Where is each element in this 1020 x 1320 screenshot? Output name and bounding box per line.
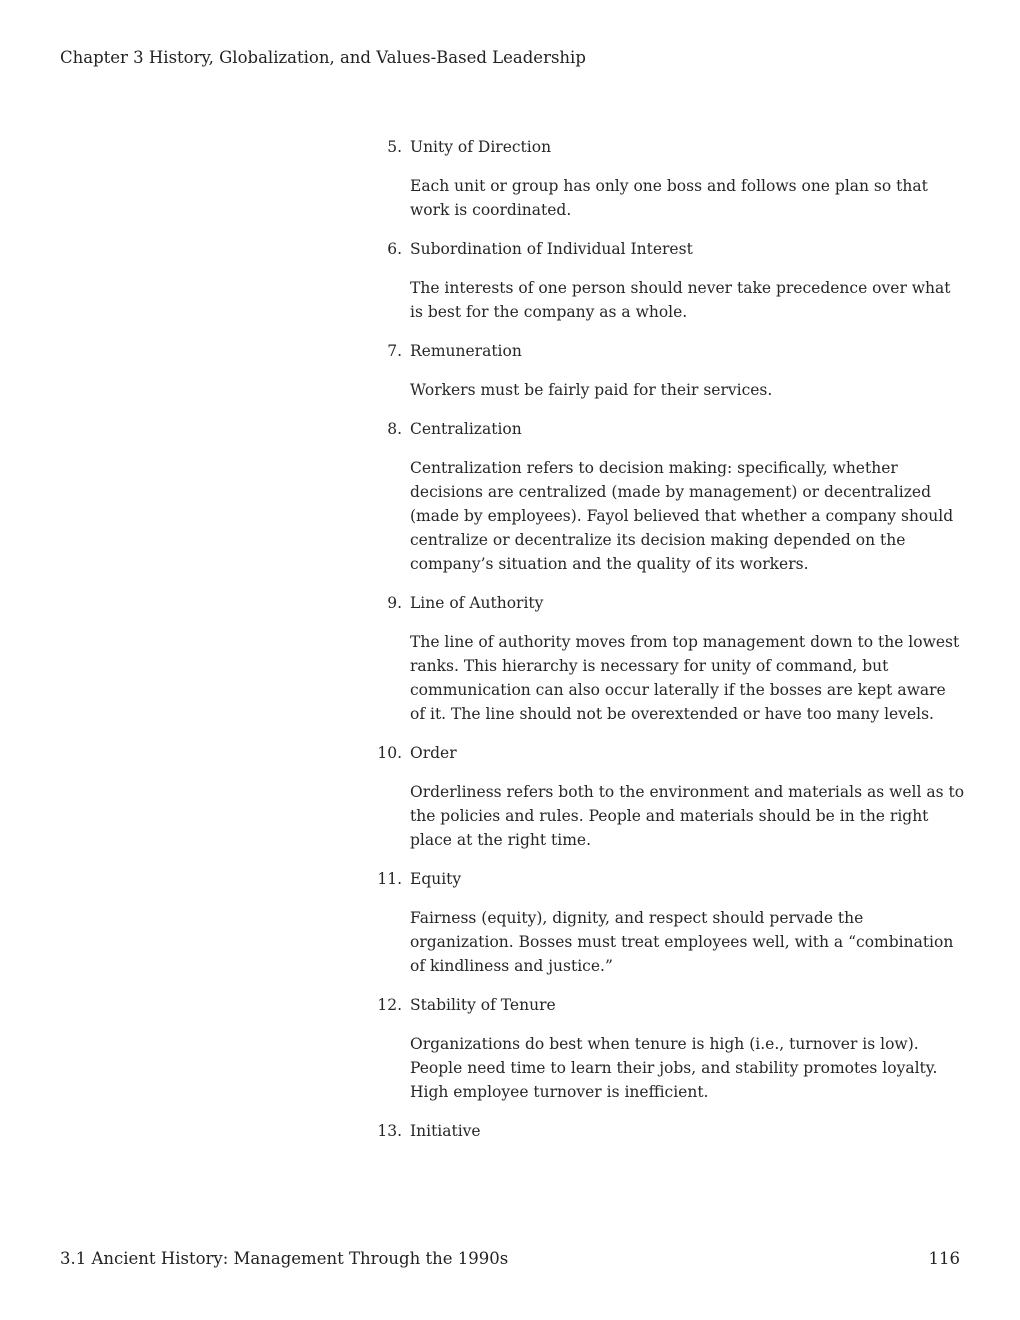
item-number: 11. [377,870,402,888]
item-title: Stability of Tenure [410,996,556,1014]
item-number: 7. [387,342,402,360]
list-item [377,993,965,1104]
item-description: Orderliness refers both to the environment and materials as well as to the policies and rules. People and materials should be in the right place at the right time. [410,783,965,849]
list-item [387,135,965,222]
list-item [377,867,965,978]
list-item [377,1119,965,1143]
item-description: The interests of one person should never take precedence over what is best for the company as a whole. [410,279,951,321]
item-number: 8. [387,420,402,438]
list-item [387,339,965,402]
item-number: 12. [377,996,402,1014]
item-title: Remuneration [410,342,522,360]
item-title: Equity [410,870,462,888]
item-description: Each unit or group has only one boss and follows one plan so that work is coordinated. [410,177,928,219]
item-title: Subordination of Individual Interest [410,240,693,258]
list-item [387,591,965,726]
item-number: 13. [377,1122,402,1140]
item-title: Line of Authority [410,594,544,612]
running-header: Chapter 3 History, Globalization, and Values-Based Leadership [60,48,586,67]
item-title: Centralization [410,420,522,438]
item-number: 5. [387,138,402,156]
item-description: The line of authority moves from top management down to the lowest ranks. This hierarchy is necessary for unity of command, but communication can also occur laterally if the bosses are kept aware of it. The line should not be overextended or have too many levels. [410,633,960,723]
item-description: Centralization refers to decision making: specifically, whether decisions are centralized (made by management) or decentralized (made by employees). Fayol believed that whether a company should centralize or decentralize its decision making depended on the company’s situation and the quality of its workers. [410,459,954,573]
item-description: Organizations do best when tenure is high (i.e., turnover is low). People need time to learn their jobs, and stability promotes loyalty. High employee turnover is inefficient. [410,1035,938,1101]
item-title: Order [410,744,457,762]
list-item [387,237,965,324]
item-number: 10. [377,744,402,762]
item-title: Initiative [410,1122,481,1140]
item-number: 6. [387,240,402,258]
list-item [377,741,965,852]
footer-section-title: 3.1 Ancient History: Management Through the 1990s [60,1249,509,1268]
principles-list [377,135,965,1158]
page-number: 116 [928,1249,960,1268]
item-title: Unity of Direction [410,138,552,156]
item-number: 9. [387,594,402,612]
item-description: Fairness (equity), dignity, and respect should pervade the organization. Bosses must treat employees well, with a “combination of kindliness and justice.” [410,909,954,975]
item-description: Workers must be fairly paid for their services. [410,381,773,399]
list-item [387,417,965,576]
